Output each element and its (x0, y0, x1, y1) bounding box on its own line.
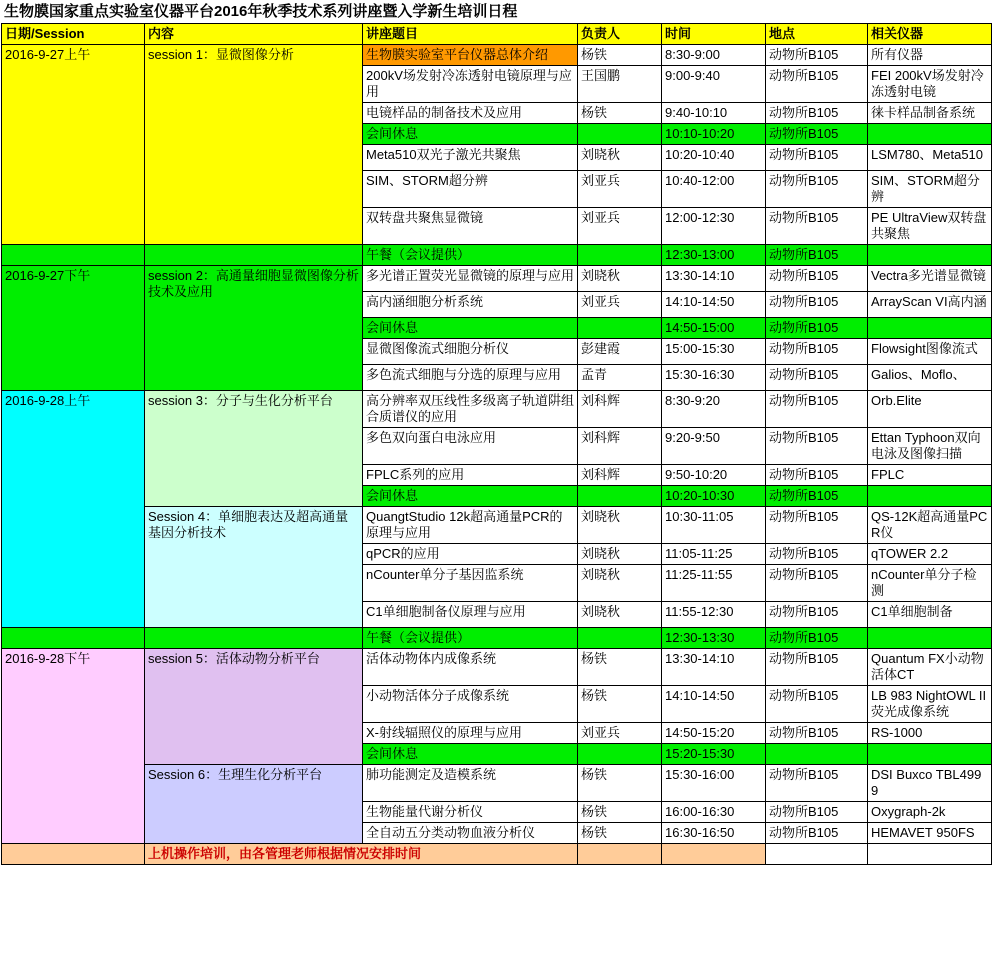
place-cell: 动物所B105 (766, 544, 868, 565)
topic-cell: 多色流式细胞与分选的原理与应用 (363, 365, 578, 391)
owner-cell: 杨铁 (578, 649, 662, 686)
place-cell: 动物所B105 (766, 486, 868, 507)
footer-note-spacer-owner (578, 844, 662, 865)
time-cell: 8:30-9:20 (662, 391, 766, 428)
topic-cell: X-射线辐照仪的原理与应用 (363, 723, 578, 744)
column-header-place: 地点 (766, 24, 868, 45)
place-cell: 动物所B105 (766, 245, 868, 266)
instrument-cell (868, 744, 992, 765)
topic-cell: 高分辨率双压线性多级离子轨道阱组合质谱仪的应用 (363, 391, 578, 428)
owner-cell: 刘晓秋 (578, 602, 662, 628)
session-cell (145, 245, 363, 266)
date-cell (2, 628, 145, 649)
time-cell: 12:00-12:30 (662, 208, 766, 245)
topic-cell: 会间休息 (363, 318, 578, 339)
instrument-cell: Quantum FX小动物活体CT (868, 649, 992, 686)
owner-cell: 杨铁 (578, 823, 662, 844)
time-cell: 13:30-14:10 (662, 649, 766, 686)
instrument-cell: Galios、Moflo、 (868, 365, 992, 391)
instrument-cell: Orb.Elite (868, 391, 992, 428)
instrument-cell: 所有仪器 (868, 45, 992, 66)
instrument-cell (868, 124, 992, 145)
instrument-cell: nCounter单分子检测 (868, 565, 992, 602)
time-cell: 9:50-10:20 (662, 465, 766, 486)
instrument-cell: QS-12K超高通量PCR仪 (868, 507, 992, 544)
place-cell: 动物所B105 (766, 823, 868, 844)
time-cell: 9:20-9:50 (662, 428, 766, 465)
owner-cell (578, 744, 662, 765)
time-cell: 14:10-14:50 (662, 686, 766, 723)
column-header-time: 时间 (662, 24, 766, 45)
instrument-cell (868, 486, 992, 507)
topic-cell: 午餐（会议提供） (363, 245, 578, 266)
date-cell: 2016-9-28上午 (2, 391, 145, 628)
owner-cell (578, 486, 662, 507)
instrument-cell: ArrayScan VI高内涵 (868, 292, 992, 318)
owner-cell: 刘亚兵 (578, 208, 662, 245)
owner-cell: 刘亚兵 (578, 171, 662, 208)
topic-cell: 生物膜实验室平台仪器总体介绍 (363, 45, 578, 66)
topic-cell: 显微图像流式细胞分析仪 (363, 339, 578, 365)
instrument-cell: C1单细胞制备 (868, 602, 992, 628)
topic-cell: C1单细胞制备仪原理与应用 (363, 602, 578, 628)
owner-cell: 彭建霞 (578, 339, 662, 365)
session-cell: Session 6：生理生化分析平台 (145, 765, 363, 844)
session-cell: session 3：分子与生化分析平台 (145, 391, 363, 507)
instrument-cell: Vectra多光谱显微镜 (868, 266, 992, 292)
date-cell (2, 245, 145, 266)
table-row (2, 45, 992, 66)
instrument-cell: SIM、STORM超分辨 (868, 171, 992, 208)
place-cell: 动物所B105 (766, 465, 868, 486)
owner-cell: 刘亚兵 (578, 292, 662, 318)
time-cell: 16:00-16:30 (662, 802, 766, 823)
footer-note-spacer-instrument (868, 844, 992, 865)
owner-cell: 刘亚兵 (578, 723, 662, 744)
place-cell: 动物所B105 (766, 802, 868, 823)
date-cell: 2016-9-27下午 (2, 266, 145, 391)
owner-cell: 刘科辉 (578, 391, 662, 428)
topic-cell: SIM、STORM超分辨 (363, 171, 578, 208)
place-cell: 动物所B105 (766, 649, 868, 686)
place-cell: 动物所B105 (766, 103, 868, 124)
place-cell: 动物所B105 (766, 391, 868, 428)
topic-cell: 多光谱正置荧光显微镜的原理与应用 (363, 266, 578, 292)
place-cell: 动物所B105 (766, 66, 868, 103)
instrument-cell: FPLC (868, 465, 992, 486)
table-row (2, 765, 992, 802)
session-cell: session 1：显微图像分析 (145, 45, 363, 245)
topic-cell: 小动物活体分子成像系统 (363, 686, 578, 723)
session-cell: Session 4：单细胞表达及超高通量基因分析技术 (145, 507, 363, 628)
topic-cell: 全自动五分类动物血液分析仪 (363, 823, 578, 844)
owner-cell (578, 318, 662, 339)
topic-cell: 活体动物体内成像系统 (363, 649, 578, 686)
instrument-cell: Oxygraph-2k (868, 802, 992, 823)
time-cell: 11:05-11:25 (662, 544, 766, 565)
topic-cell: QuangtStudio 12k超高通量PCR的原理与应用 (363, 507, 578, 544)
owner-cell: 杨铁 (578, 686, 662, 723)
owner-cell (578, 245, 662, 266)
topic-cell: Meta510双光子激光共聚焦 (363, 145, 578, 171)
table-row (2, 507, 992, 544)
topic-cell: FPLC系列的应用 (363, 465, 578, 486)
place-cell: 动物所B105 (766, 171, 868, 208)
schedule-table (1, 23, 992, 865)
topic-cell: 生物能量代谢分析仪 (363, 802, 578, 823)
place-cell: 动物所B105 (766, 723, 868, 744)
topic-cell: 电镜样品的制备技术及应用 (363, 103, 578, 124)
topic-cell: nCounter单分子基因监系统 (363, 565, 578, 602)
instrument-cell: qTOWER 2.2 (868, 544, 992, 565)
owner-cell: 杨铁 (578, 45, 662, 66)
owner-cell: 刘科辉 (578, 428, 662, 465)
page-title: 生物膜国家重点实验室仪器平台2016年秋季技术系列讲座暨入学新生培训日程 (4, 3, 518, 20)
instrument-cell: HEMAVET 950FS (868, 823, 992, 844)
place-cell (766, 744, 868, 765)
time-cell: 14:50-15:20 (662, 723, 766, 744)
instrument-cell: PE UltraView双转盘共聚焦 (868, 208, 992, 245)
owner-cell: 杨铁 (578, 802, 662, 823)
place-cell: 动物所B105 (766, 292, 868, 318)
session-cell: session 2：高通量细胞显微图像分析技术及应用 (145, 266, 363, 391)
time-cell: 15:00-15:30 (662, 339, 766, 365)
owner-cell: 刘晓秋 (578, 544, 662, 565)
instrument-cell: LB 983 NightOWL II荧光成像系统 (868, 686, 992, 723)
table-header-row (2, 24, 992, 45)
column-header-date: 日期/Session (2, 24, 145, 45)
instrument-cell: LSM780、Meta510 (868, 145, 992, 171)
date-cell: 2016-9-27上午 (2, 45, 145, 245)
place-cell: 动物所B105 (766, 686, 868, 723)
time-cell: 12:30-13:00 (662, 245, 766, 266)
instrument-cell: FEI 200kV场发射冷冻透射电镜 (868, 66, 992, 103)
topic-cell: qPCR的应用 (363, 544, 578, 565)
time-cell: 15:30-16:00 (662, 765, 766, 802)
place-cell: 动物所B105 (766, 428, 868, 465)
time-cell: 11:55-12:30 (662, 602, 766, 628)
topic-cell: 会间休息 (363, 744, 578, 765)
time-cell: 10:30-11:05 (662, 507, 766, 544)
instrument-cell (868, 245, 992, 266)
column-header-content: 内容 (145, 24, 363, 45)
time-cell: 10:20-10:40 (662, 145, 766, 171)
place-cell: 动物所B105 (766, 339, 868, 365)
session-cell: session 5：活体动物分析平台 (145, 649, 363, 765)
time-cell: 11:25-11:55 (662, 565, 766, 602)
instrument-cell: Flowsight图像流式 (868, 339, 992, 365)
footer-note-spacer-time (662, 844, 766, 865)
table-row (2, 266, 992, 292)
place-cell: 动物所B105 (766, 45, 868, 66)
owner-cell: 王国鹏 (578, 66, 662, 103)
column-header-topic: 讲座题目 (363, 24, 578, 45)
column-header-owner: 负责人 (578, 24, 662, 45)
table-row-lunch (2, 245, 992, 266)
topic-cell: 双转盘共聚焦显微镜 (363, 208, 578, 245)
time-cell: 16:30-16:50 (662, 823, 766, 844)
owner-cell: 杨铁 (578, 103, 662, 124)
place-cell: 动物所B105 (766, 507, 868, 544)
place-cell: 动物所B105 (766, 602, 868, 628)
place-cell: 动物所B105 (766, 565, 868, 602)
owner-cell (578, 628, 662, 649)
place-cell: 动物所B105 (766, 628, 868, 649)
time-cell: 9:00-9:40 (662, 66, 766, 103)
place-cell: 动物所B105 (766, 266, 868, 292)
owner-cell: 刘晓秋 (578, 507, 662, 544)
time-cell: 15:20-15:30 (662, 744, 766, 765)
topic-cell: 午餐（会议提供） (363, 628, 578, 649)
place-cell: 动物所B105 (766, 208, 868, 245)
time-cell: 10:10-10:20 (662, 124, 766, 145)
session-cell (145, 628, 363, 649)
time-cell: 12:30-13:30 (662, 628, 766, 649)
place-cell: 动物所B105 (766, 365, 868, 391)
footer-note-spacer-place (766, 844, 868, 865)
time-cell: 15:30-16:30 (662, 365, 766, 391)
time-cell: 9:40-10:10 (662, 103, 766, 124)
table-row-lunch (2, 628, 992, 649)
instrument-cell (868, 628, 992, 649)
place-cell: 动物所B105 (766, 145, 868, 171)
table-row-footer-note (2, 844, 992, 865)
instrument-cell: RS-1000 (868, 723, 992, 744)
instrument-cell: DSI Buxco TBL4999 (868, 765, 992, 802)
time-cell: 14:10-14:50 (662, 292, 766, 318)
topic-cell: 会间休息 (363, 486, 578, 507)
time-cell: 10:20-10:30 (662, 486, 766, 507)
owner-cell: 刘晓秋 (578, 266, 662, 292)
table-row (2, 649, 992, 686)
place-cell: 动物所B105 (766, 765, 868, 802)
footer-note: 上机操作培训，由各管理老师根据情况安排时间 (145, 844, 578, 865)
place-cell: 动物所B105 (766, 124, 868, 145)
topic-cell: 多色双向蛋白电泳应用 (363, 428, 578, 465)
owner-cell: 刘晓秋 (578, 565, 662, 602)
owner-cell: 杨铁 (578, 765, 662, 802)
owner-cell (578, 124, 662, 145)
column-header-instrument: 相关仪器 (868, 24, 992, 45)
owner-cell: 刘晓秋 (578, 145, 662, 171)
topic-cell: 高内涵细胞分析系统 (363, 292, 578, 318)
date-cell: 2016-9-28下午 (2, 649, 145, 844)
instrument-cell (868, 318, 992, 339)
time-cell: 14:50-15:00 (662, 318, 766, 339)
table-row (2, 391, 992, 428)
footer-note-spacer-left (2, 844, 145, 865)
owner-cell: 孟青 (578, 365, 662, 391)
topic-cell: 200kV场发射冷冻透射电镜原理与应用 (363, 66, 578, 103)
topic-cell: 会间休息 (363, 124, 578, 145)
time-cell: 10:40-12:00 (662, 171, 766, 208)
instrument-cell: Ettan Typhoon双向电泳及图像扫描 (868, 428, 992, 465)
instrument-cell: 徕卡样品制备系统 (868, 103, 992, 124)
topic-cell: 肺功能测定及造模系统 (363, 765, 578, 802)
owner-cell: 刘科辉 (578, 465, 662, 486)
place-cell: 动物所B105 (766, 318, 868, 339)
time-cell: 8:30-9:00 (662, 45, 766, 66)
time-cell: 13:30-14:10 (662, 266, 766, 292)
